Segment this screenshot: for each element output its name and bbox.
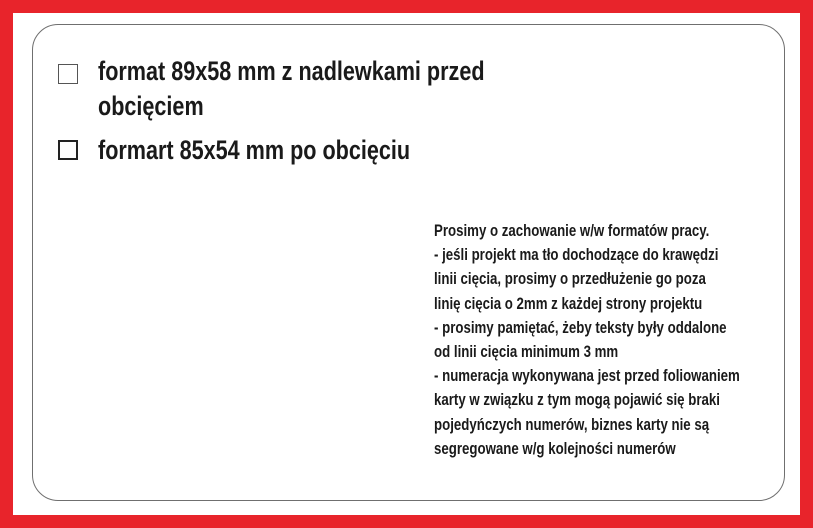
- instructions-text: [434, 219, 762, 461]
- format-85x54-label: formart 85x54 mm po obcięciu: [98, 135, 411, 165]
- instructions-line: - prosimy pamiętać, żeby teksty były oddalone: [434, 317, 727, 337]
- format-89x58-checkbox[interactable]: [58, 64, 78, 84]
- instructions-line: Prosimy o zachowanie w/w formatów pracy.: [434, 221, 710, 240]
- instructions-line: segregowane w/g kolejności numerów: [434, 438, 676, 458]
- instructions-line: - jeśli projekt ma tło dochodzące do krawędzi: [434, 245, 719, 265]
- instructions-line: od linii cięcia minimum 3 mm: [434, 341, 619, 361]
- format-85x54-checkbox[interactable]: [58, 140, 78, 160]
- instructions-line: - numeracja wykonywana jest przed foliowaniem: [434, 366, 740, 386]
- instructions-line: karty w związku z tym mogą pojawić się braki: [434, 390, 720, 410]
- instructions-line: linię cięcia o 2mm z każdej strony projektu: [434, 293, 703, 313]
- instructions-line: pojedyńczych numerów, biznes karty nie są: [434, 414, 710, 434]
- instructions-line: linii cięcia, prosimy o przedłużenie go poza: [434, 269, 706, 289]
- format-89x58-label: format 89x58 mm z nadlewkami przed: [98, 56, 485, 86]
- format-89x58-label-continued: obcięciem: [98, 91, 204, 121]
